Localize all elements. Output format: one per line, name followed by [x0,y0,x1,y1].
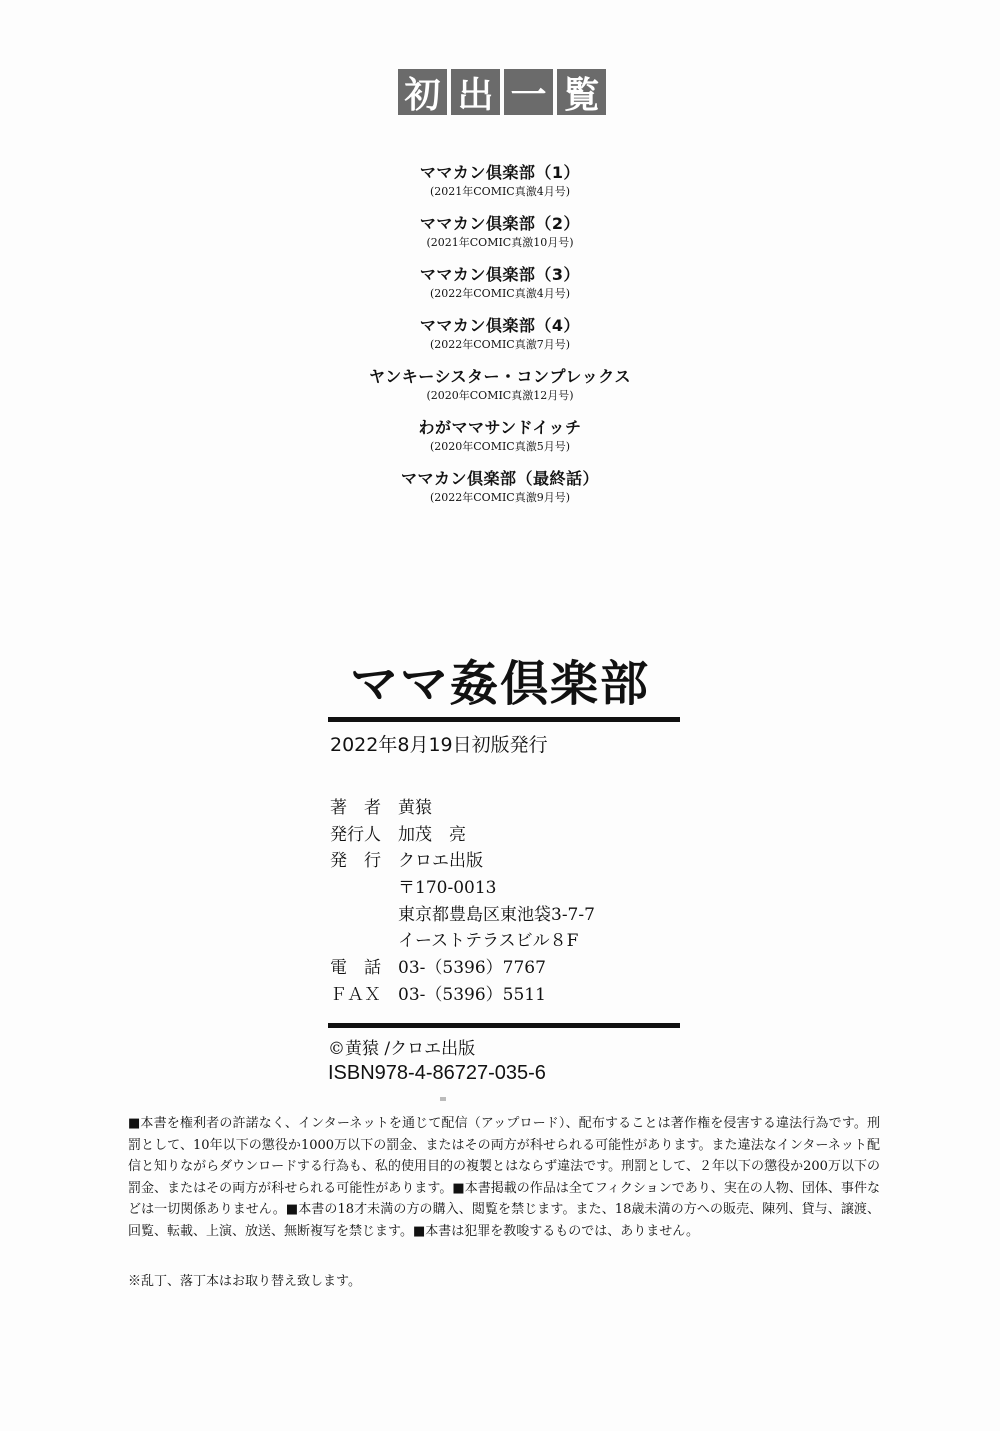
colophon-label: 著 者 [330,798,381,818]
first-appearance-header [398,69,606,115]
colophon [330,795,595,1009]
list-item [300,213,700,264]
colophon-row [330,928,595,955]
story-title: ママカン倶楽部（最終話） [400,469,599,488]
list-item [300,315,700,366]
colophon-row [330,875,595,902]
list-item [300,468,700,519]
book-title: ママ姦倶楽部 [349,656,650,712]
colophon-value: 03-（5396）7767 [398,958,546,979]
header-char: 出 [451,69,500,115]
header-char: 一 [504,69,553,115]
divider [328,1023,680,1028]
colophon-value: 03-（5396）5511 [398,984,546,1005]
story-source: (2021年COMIC真激4月号) [429,185,571,198]
story-title: ママカン倶楽部（3） [419,265,581,284]
colophon-value: クロエ出版 [398,851,483,872]
colophon-row [330,822,595,849]
colophon-row [330,902,595,929]
first-appearance-list [300,162,700,519]
list-item [300,366,700,417]
story-title: ママカン倶楽部（1） [419,163,581,182]
story-title: ママカン倶楽部（2） [419,214,581,233]
colophon-row [330,848,595,875]
smudge-mark [440,1097,446,1101]
colophon-label: ＦＡＸ [330,984,381,1005]
colophon-value: 東京都豊島区東池袋3-7-7 [398,904,595,925]
colophon-label [330,875,398,902]
colophon-value: イーストテラスビル８F [398,931,579,952]
colophon-value: 加茂 亮 [398,824,466,845]
colophon-row [330,982,595,1009]
divider [328,717,680,722]
colophon-label [330,902,398,929]
story-title: ママカン倶楽部（4） [419,316,581,335]
header-char: 覧 [557,69,606,115]
colophon-label: 電 話 [330,958,381,979]
header-char: 初 [398,69,447,115]
colophon-label: 発行人 [330,824,381,845]
legal-notice: ■本書を権利者の許諾なく、インターネットを通じて配信（アップロード）、配布することは著作権を侵害する違法行為です。刑罰として、10年以下の懲役か1000万以下の罰金、またはその両方が科せられる可能性があります。また違法なインターネット配信と知りながらダウンロードする行為も、私的使用目的の複製とはならず違法です。刑罰として、２年以下の懲役か200万以下の罰金、またはその両方が科せられる可能性があります。■本書掲載の作品は全てフィクションであり、実在の人物、団体、事件などは一切関係ありません。■本書の18才未満の方の購入、閲覧を禁じます。また、18歳未満の方への販売、陳列、貸与、譲渡、回覧、転載、上演、放送、無断複写を禁じます。■本書は犯罪を教唆するものでは、ありません。 [128,1116,880,1239]
story-title: ヤンキーシスター・コンプレックス [368,367,632,386]
story-source: (2022年COMIC真激4月号) [429,287,571,300]
list-item [300,417,700,468]
colophon-label [330,928,398,955]
list-item [300,162,700,213]
publication-date: 2022年8月19日初版発行 [330,734,548,756]
story-source: (2022年COMIC真激7月号) [429,338,571,351]
story-title: わがママサンドイッチ [418,418,582,437]
colophon-value: 黄猿 [398,798,432,818]
story-source: (2020年COMIC真激5月号) [429,440,571,453]
copyright-line: ©黄猿 /クロエ出版 [328,1039,476,1059]
story-source: (2021年COMIC真激10月号) [426,236,574,249]
colophon-label: 発 行 [330,851,381,872]
list-item [300,264,700,315]
colophon-row [330,795,595,822]
colophon-value: 〒170-0013 [398,878,497,899]
story-source: (2020年COMIC真激12月号) [426,389,574,402]
replacement-footnote: ※乱丁、落丁本はお取り替え致します。 [128,1274,361,1289]
story-source: (2022年COMIC真激9月号) [429,491,571,504]
colophon-row [330,955,595,982]
isbn: ISBN978-4-86727-035-6 [328,1062,546,1084]
